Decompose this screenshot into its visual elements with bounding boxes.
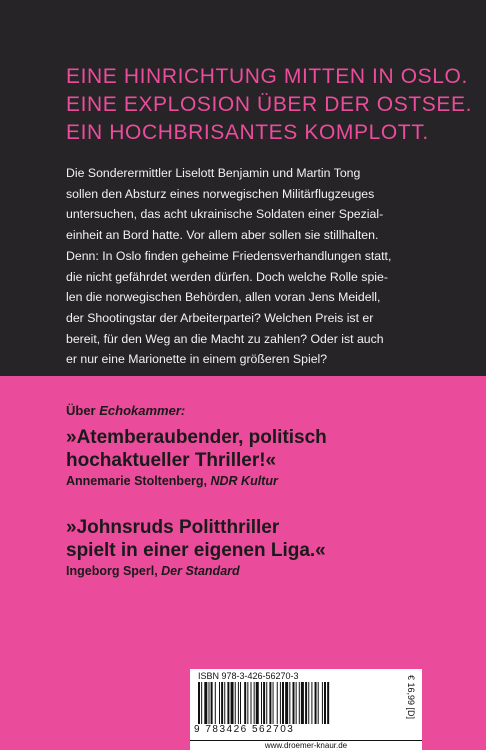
price-text: € 16,99 [D] bbox=[406, 674, 416, 720]
barcode-box bbox=[190, 669, 422, 740]
quote-author: Ingeborg Sperl, bbox=[66, 564, 162, 578]
quote-2-attribution bbox=[66, 564, 240, 578]
quote-line: »Atemberaubender, politisch bbox=[66, 427, 327, 448]
headline-line: EINE HINRICHTUNG MITTEN IN OSLO. bbox=[66, 65, 468, 88]
quote-1 bbox=[66, 426, 327, 472]
quote-line: hochaktueller Thriller!« bbox=[66, 450, 277, 471]
blurb-line: sollen den Absturz eines norwegischen Militärflugzeuges bbox=[66, 186, 375, 201]
blurb-line: einheit an Bord hatte. Vor allem aber sollen sie stillhalten. bbox=[66, 228, 379, 243]
price-label bbox=[403, 675, 419, 725]
quote-author: Annemarie Stoltenberg, bbox=[66, 474, 211, 488]
quote-source: NDR Kultur bbox=[210, 474, 278, 488]
blurb-line: len die norwegischen Behörden, allen voran Jens Meidell, bbox=[66, 290, 381, 305]
isbn-text: ISBN 978-3-426-56270-3 bbox=[198, 671, 299, 681]
barcode-bars bbox=[198, 682, 393, 724]
blurb-line: untersuchen, das acht ukrainische Soldaten einer Spezial- bbox=[66, 207, 384, 222]
quote-1-attribution bbox=[66, 474, 278, 488]
quote-source: Der Standard bbox=[161, 564, 240, 578]
headline-line: EINE EXPLOSION ÜBER DER OSTSEE. bbox=[66, 93, 473, 116]
quote-2 bbox=[66, 516, 326, 562]
blurb-line: Die Sonderermittler Liselott Benjamin und Martin Tong bbox=[66, 166, 361, 180]
quote-line: spielt in einer eigenen Liga.« bbox=[66, 540, 326, 561]
blurb-text bbox=[66, 163, 446, 370]
publisher-url: www.droemer-knaur.de bbox=[190, 740, 422, 751]
blurb-line: Denn: In Oslo finden geheime Friedensverhandlungen statt, bbox=[66, 248, 392, 263]
blurb-line: er nur eine Marionette in einem größeren Spiel? bbox=[66, 352, 328, 367]
blurb-line: der Shootingstar der Arbeiterpartei? Welchen Preis ist er bbox=[66, 310, 374, 325]
about-title: Echokammer: bbox=[99, 403, 186, 418]
about-label bbox=[66, 403, 185, 418]
headline bbox=[66, 63, 473, 147]
about-prefix: Über bbox=[66, 403, 100, 418]
headline-line: EIN HOCHBRISANTES KOMPLOTT. bbox=[66, 121, 429, 144]
quote-line: »Johnsruds Politthriller bbox=[66, 517, 280, 538]
barcode-digits: 9 783426 562703 bbox=[194, 724, 295, 735]
blurb-line: bereit, für den Weg an die Macht zu zahlen? Oder ist auch bbox=[66, 331, 384, 346]
blurb-line: die nicht gefährdet werden dürfen. Doch welche Rolle spie- bbox=[66, 269, 388, 284]
